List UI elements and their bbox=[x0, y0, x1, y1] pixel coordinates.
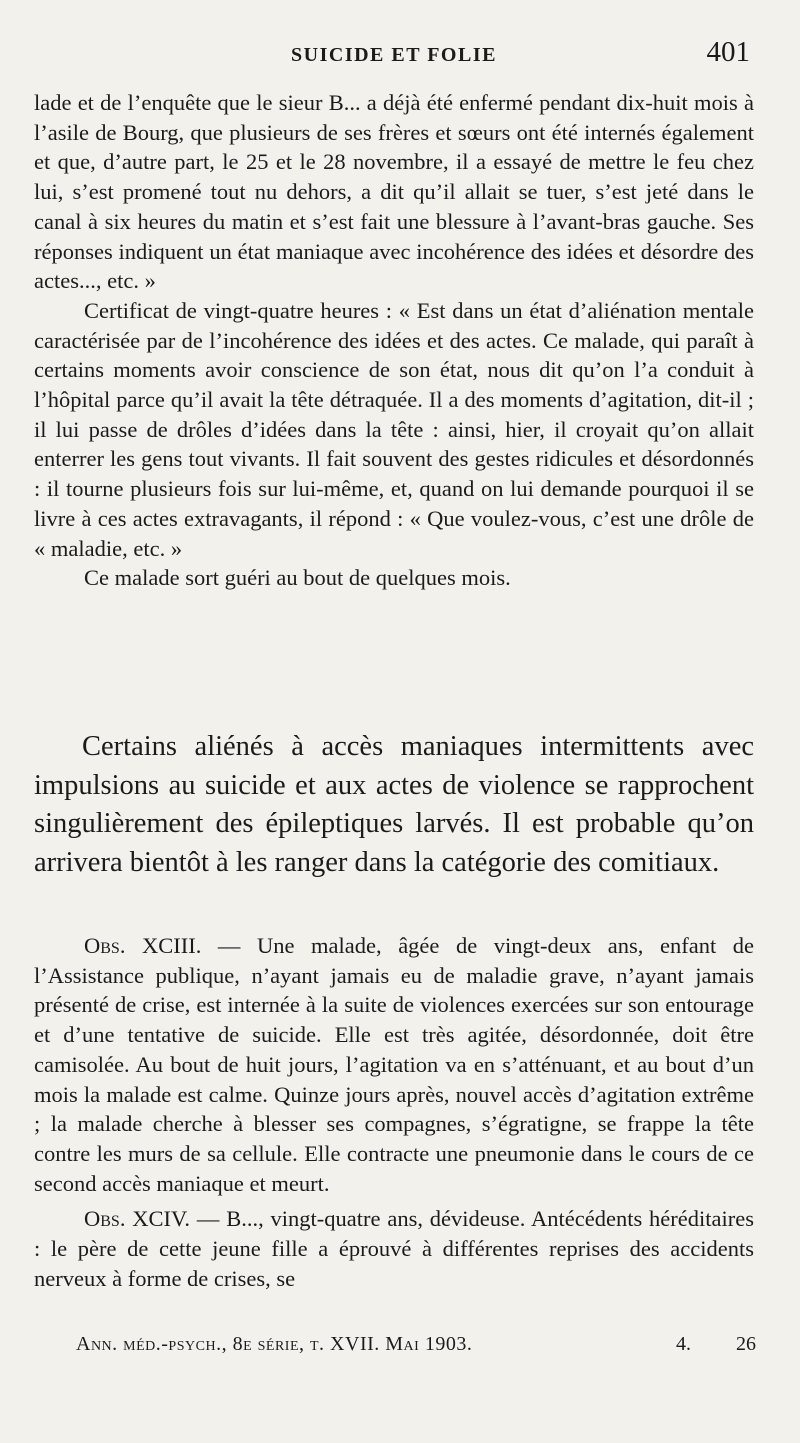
paragraph-main-argument: Certains aliénés à accès maniaques intermittents avec impulsions au suicide et aux actes de violence se rapprochent singulièrement des épileptiques larvés. Il est probable qu’on arrivera bientôt à les ranger dans la catégorie des comitiaux. bbox=[34, 731, 754, 878]
observation-93 bbox=[34, 931, 754, 1198]
observation-94 bbox=[34, 1204, 754, 1293]
running-title: SUICIDE ET FOLIE bbox=[291, 44, 497, 66]
observations-section bbox=[34, 931, 754, 1293]
main-text-section bbox=[34, 728, 754, 882]
paragraph-certificate: Certificat de vingt-quatre heures : « Est dans un état d’aliénation mentale caractérisée par de l’incohérence des idées et des actes. Ce malade, qui paraît à certains moments avoir conscience de son état, nous dit qu’on l’a conduit à l’hôpital parce qu’il avait la tête détraquée. Il a des moments d’agitation, dit-il ; il lui passe de drôles d’idées dans la tête : ainsi, hier, il croyait qu’on allait enterrer les gens tout vivants. Il fait souvent des gestes ridicules et désordonnés : il tourne plusieurs fois sur lui-même, et, quand on lui demande pourquoi il se livre à ces actes extravagants, il répond : « Que voulez-vous, c’est une drôle de « maladie, etc. » bbox=[34, 297, 754, 561]
footer-signature-block bbox=[636, 1333, 756, 1356]
paragraph-continuation: lade et de l’enquête que le sieur B... a déjà été enfermé pendant dix-huit mois à l’asile de Bourg, que plusieurs de ses frères et sœurs ont été internés également et que, d’autre part, le 25 et le 28 novembre, il a essayé de mettre le feu chez lui, s’est promené tout nu dehors, a dit qu’il allait se tuer, s’est jeté dans le canal à six heures du matin et s’est fait une blessure à l’avant-bras gauche. Ses réponses indiquent un état maniaque avec incohérence des idées et désordre des actes..., etc. » bbox=[34, 90, 754, 294]
observation-93-label: Obs. XCIII. bbox=[84, 933, 202, 958]
page-header bbox=[34, 36, 754, 76]
observation-94-text: — B..., vingt-quatre ans, dévideuse. Antécédents héréditaires : le père de cette jeune fille a éprouvé à différentes reprises des accidents nerveux à forme de crises, se bbox=[34, 1206, 754, 1291]
observation-94-label: Obs. XCIV. bbox=[84, 1206, 191, 1232]
observation-93-text: — Une malade, âgée de vingt-deux ans, enfant de l’Assistance publique, n’ayant jamais eu de maladie grave, n’ayant jamais présenté de crise, est internée à la suite de violences exercées sur son entourage et d’une tentative de suicide. Elle est très agitée, désordonnée, doit être camisolée. Au bout de huit jours, l’agitation va en s’atténuant, et au bout d’un mois la malade est calme. Quinze jours après, nouvel accès d’agitation extrême ; la malade cherche à blesser ses compagnes, s’égratigne, se frappe la tête contre les murs de sa cellule. Elle contracte une pneumonie dans le cours de ce second accès maniaque et meurt. bbox=[34, 933, 754, 1196]
paragraph-outcome: Ce malade sort guéri au bout de quelques mois. bbox=[84, 565, 511, 591]
case-narrative-section bbox=[34, 88, 754, 593]
page-number: 401 bbox=[706, 36, 750, 68]
page-reference: 26 bbox=[736, 1333, 756, 1355]
journal-citation: Ann. méd.-psych., 8e série, t. XVII. Mai 1903. bbox=[76, 1333, 473, 1355]
signature-mark: 4. bbox=[676, 1333, 691, 1355]
